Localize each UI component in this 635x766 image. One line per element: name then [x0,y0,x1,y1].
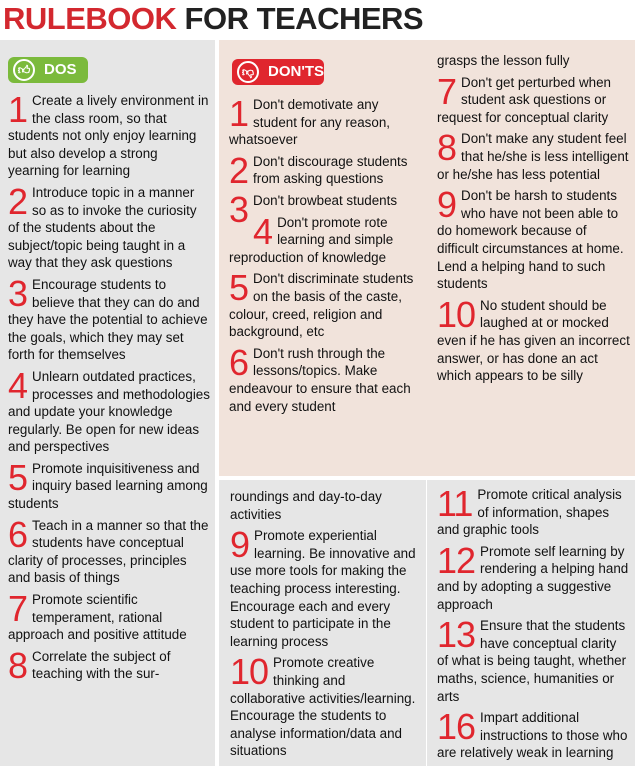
list-item-continued: roundings and day-to-day activities [230,489,382,522]
list-item: 7 Promote scientific temperament, rational approach and positive attitude [8,588,187,643]
donts-header [232,59,324,85]
dos-column-2 [230,488,420,760]
donts-label: DON'TS [268,63,325,80]
list-item: 12 Promote self learning by rendering a helping hand and by adopting a suggestive approach [437,539,629,612]
title-for-teachers: FOR TEACHERS [184,1,424,36]
list-item: 16 Impart additional instructions to those who are relatively weak in learning [437,706,628,761]
thumbs-up-icon: 👍︎ [13,59,35,81]
dos-header [8,57,88,83]
title-rulebook: RULEBOOK [3,1,177,36]
list-item: 5 Promote inquisitiveness and inquiry based learning among students [8,456,208,512]
list-item: 8 Correlate the subject of teaching with the sur- [8,644,171,686]
list-item: 6 Teach in a manner so that the students have conceptual clarity of processes, principles and basis of things [8,513,209,586]
dos-column-1 [8,89,210,686]
thumbs-down-icon: 👎︎ [237,61,259,83]
list-item: 3 Don't browbeat students [229,188,398,230]
list-item: 9 Don't be harsh to students who have not been able to do homework because of difficult circumstances at home. Lend a helping hand to such students [437,184,624,292]
donts-column-2 [437,52,631,385]
list-item: 2 Introduce topic in a manner so as to invoke the curiosity of the students about the subject/topic being taught in a way that they ask questions [8,180,197,271]
column-divider [426,480,427,766]
list-item: 3 Encourage students to believe that they can do and they have the potential to achieve the goals, which they may set forth for themselves [8,272,208,363]
list-item: 4 Don't promote rote learning and simple reproduction of knowledge [229,210,394,265]
list-item: 1 Create a lively environment in the class room, so that students not only enjoy learning but also develop a strong yearning for learning [8,89,209,179]
list-item: 11 Promote critical analysis of information, shapes and graphic tools [437,483,622,538]
list-item: 13 Ensure that the students have conceptual clarity of what is being taught, whether maths, science, humanities or arts [437,614,627,704]
list-item: 9 Promote experiential learning. Be innovative and use more tools for making the teaching process interesting. Encourage each and every student to participate in the learning process [230,524,416,649]
list-item-continued: grasps the lesson fully [437,53,570,68]
list-item: 10 Promote creative thinking and collaborative activities/learning. Encourage the students to analyse information/data and situations [230,651,416,759]
list-item: 4 Unlearn outdated practices, processes and methodologies and update your knowledge regularly. Be open for new ideas and perspectives [8,364,210,455]
list-item: 1 Don't demotivate any student for any reason, whatsoever [229,93,390,148]
dos-column-3 [437,483,631,762]
list-item: 10 No student should be laughed at or mocked even if he has given an incorrect answer, or has done an act which appears to be silly [437,293,630,384]
dos-label: DOS [44,61,77,78]
list-item: 7 Don't get perturbed when student ask questions or request for conceptual clarity [437,70,611,125]
list-item: 2 Don't discourage students from asking questions [229,149,408,191]
donts-column-1 [229,93,423,415]
list-item: 5 Don't discriminate students on the basis of the caste, colour, creed, religion and background, etc [229,267,414,340]
page-title [3,2,423,36]
list-item: 6 Don't rush through the lessons/topics. Make endeavour to ensure that each and every student [229,341,411,414]
list-item: 8 Don't make any student feel that he/she is less intelligent or he/she has less potential [437,127,629,182]
